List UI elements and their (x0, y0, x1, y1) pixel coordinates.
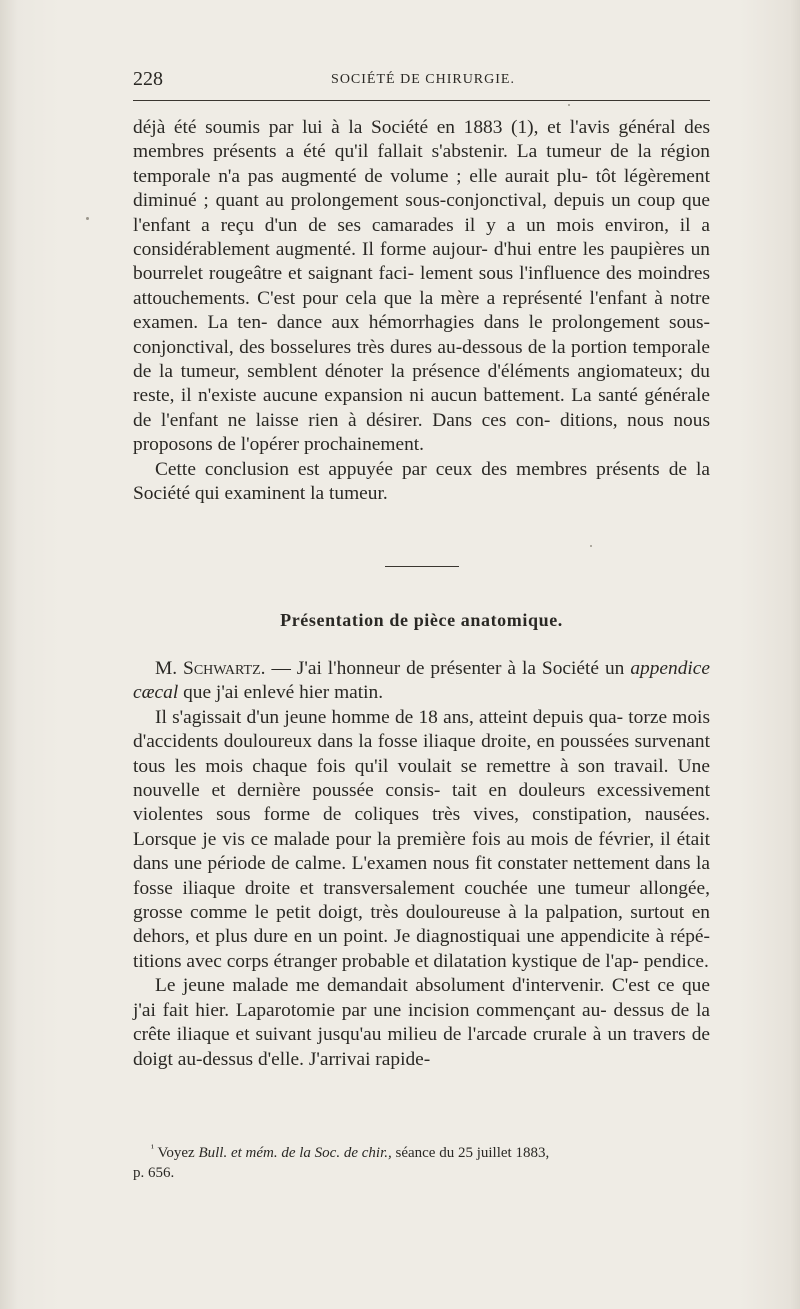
paper-speck (86, 217, 89, 220)
paper-speck (590, 545, 592, 547)
footnote: $^{^1}$ Voyez Bull. et mém. de la Soc. de chir., séance du 25 juillet 1883, p. 656. (133, 1143, 550, 1181)
italic-term: appendice cæcal (133, 658, 710, 704)
section-title: Présentation de pièce anatomique. (280, 610, 563, 630)
speaker-name: M. Schwartz. (155, 658, 266, 679)
running-title: SOCIÉTÉ DE CHIRURGIE. (331, 72, 515, 87)
section-2-text (133, 657, 710, 1072)
paragraph-case: Il s'agissait d'un jeune homme de 18 ans, atteint depuis qua- torze mois d'accidents douloureux dans la fosse iliaque droite, en poussées survenant tous les mois chaque fois qu'il voulait se remettre à son travail. Une nouvelle et dernière poussée consis- tait en douleurs excessivement violentes sous forme de coliques très vives, constipation, nausées. Lorsque je vis ce malade pour la première fois au mois de février, il était dans une période de calme. L'examen nous fit constater nettement dans la fosse iliaque droite et transversalement couchée une tumeur allongée, grosse comme le petit doigt, très douloureuse à la palpation, surtout en dehors, et plus dure en un point. Je diagnostiquai une appendicite à répé- titions avec corps étranger probable et dilatation kystique de l'ap- pendice. (133, 706, 711, 972)
paragraph-conclusion: Cette conclusion est appuyée par ceux des membres présents de la Société qui examinent la tumeur. (133, 458, 710, 505)
page-header (133, 66, 710, 96)
section-1-text (133, 116, 710, 507)
footnote-marker: ¹ (151, 1143, 154, 1154)
paragraph-operation: Le jeune malade me demandait absolument d'intervenir. C'est ce que j'ai fait hier. Laparotomie par une incision commençant au- dessus de la crête iliaque et suivant jusqu'au milieu de l'arcade crurale à un travers de doigt au-dessus d'elle. J'arrivai rapide- (133, 975, 710, 1070)
paper-speck (568, 104, 570, 106)
header-rule (133, 100, 710, 101)
paragraph-intro: M. Schwartz. — J'ai l'honneur de présenter à la Société un appendice cæcal que j'ai enlevé hier matin. (133, 658, 710, 704)
footnote-citation: Bull. et mém. de la Soc. de chir., (198, 1145, 392, 1161)
page-number: 228 (133, 68, 163, 90)
section-separator (385, 566, 459, 567)
paragraph-1: déjà été soumis par lui à la Société en 1883 (1), et l'avis général des membres présents a été qu'il fallait s'abstenir. La tumeur de la région temporale n'a pas augmenté de volume ; elle aurait plu- tôt légèrement diminué ; quant au prolongement sous-conjonctival, depuis un coup que l'enfant a reçu d'un de ses camarades il y a un mois environ, il a considérablement augmenté. Il forme aujour- d'hui entre les paupières un bourrelet rougeâtre et saignant faci- lement sous l'influence des moindres attouchements. C'est pour cela que la mère a représenté l'enfant à notre examen. La ten- dance aux hémorrhagies dans le prolongement sous-conjonctival, des bosselures très dures au-dessous de la portion temporale de la tumeur, semblent dénoter la présence d'éléments angiomateux; du reste, il n'existe aucune expansion ni aucun battement. La santé générale de l'enfant ne laisse rien à désirer. Dans ces con- ditions, nous nous proposons de l'opérer prochainement. (133, 117, 711, 456)
